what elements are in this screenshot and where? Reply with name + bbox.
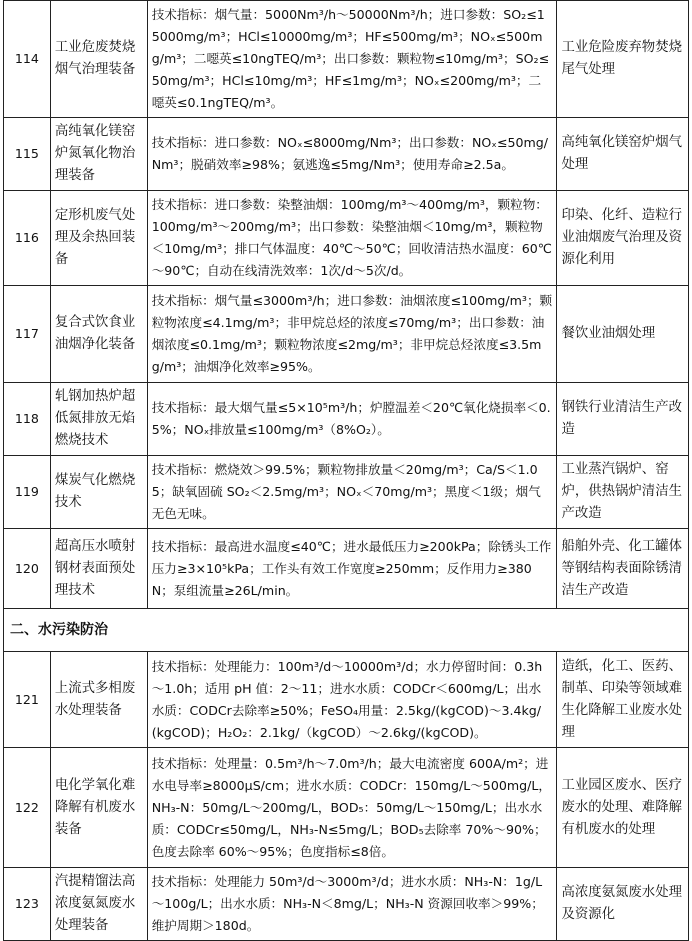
technical-spec: 技术指标：处理能力 50m³/d～3000m³/d；进水水质：NH₃-N：1g/L～100g/L；出水水质：NH₃-N＜8mg/L；NH₃-N 资源回收率＞99%；维护周期＞180d。	[147, 868, 557, 941]
equipment-table	[3, 0, 689, 941]
table-row	[4, 118, 689, 191]
equipment-name: 高纯氧化镁窑炉氮氧化物治理装备	[50, 118, 147, 191]
application-scope: 造纸，化工、医药、制革、印染等领域难生化降解工业废水处理	[557, 652, 689, 748]
technical-spec: 技术指标：处理量：0.5m³/h～7.0m³/h；最大电流密度 600A/m²；进水电导率≥8000μS/cm；进水水质：CODCr：150mg/L～500mg/L，NH₃-N：50mg/L～200mg/L，BOD₅：50mg/L～150mg/L；出水水质：CODCr≤50mg/L，NH₃-N≤5mg/L；BOD₅去除率 70%～90%；色度去除率 60%～95%；色度指标≤8倍。	[147, 748, 557, 868]
equipment-name: 复合式饮食业油烟净化装备	[50, 286, 147, 383]
technical-spec: 技术指标：进口参数：NOₓ≤8000mg/Nm³；出口参数：NOₓ≤50mg/Nm³；脱硝效率≥98%；氨逃逸≤5mg/Nm³；使用寿命≥2.5a。	[147, 118, 557, 191]
technical-spec: 技术指标：最高进水温度≤40℃；进水最低压力≥200kPa；除锈头工作压力≥3×10⁵kPa；工作头有效工作宽度≥250mm；反作用力≥380N；泵组流量≥26L/min。	[147, 529, 557, 609]
section-title: 二、水污染防治	[4, 609, 689, 652]
application-scope: 高浓度氨氮废水处理及资源化	[557, 868, 689, 941]
row-number: 114	[4, 1, 51, 118]
equipment-name: 电化学氧化难降解有机废水装备	[50, 748, 147, 868]
table-row	[4, 529, 689, 609]
row-number: 116	[4, 191, 51, 286]
application-scope: 印染、化纤、造粒行业油烟废气治理及资源化利用	[557, 191, 689, 286]
technical-spec: 技术指标：最大烟气量≤5×10⁵m³/h；炉膛温差＜20℃氧化烧损率＜0.5%；NOₓ排放量≤100mg/m³（8%O₂）。	[147, 383, 557, 456]
row-number: 118	[4, 383, 51, 456]
table-row	[4, 191, 689, 286]
equipment-name: 定形机废气处理及余热回装备	[50, 191, 147, 286]
row-number: 115	[4, 118, 51, 191]
technical-spec: 技术指标：燃烧效＞99.5%；颗粒物排放量＜20mg/m³；Ca/S＜1.05；缺氧固硫 SO₂＜2.5mg/m³；NOₓ＜70mg/m³；黑度＜1级；烟气无色无味。	[147, 456, 557, 529]
row-number: 121	[4, 652, 51, 748]
table-row	[4, 652, 689, 748]
table-row	[4, 748, 689, 868]
equipment-name: 上流式多相废水处理装备	[50, 652, 147, 748]
equipment-name: 超高压水喷射钢材表面预处理技术	[50, 529, 147, 609]
row-number: 122	[4, 748, 51, 868]
equipment-name: 煤炭气化燃烧技术	[50, 456, 147, 529]
section-header-row	[4, 609, 689, 652]
table-row	[4, 456, 689, 529]
application-scope: 工业蒸汽锅炉、窑炉，供热锅炉清洁生产改造	[557, 456, 689, 529]
table-row	[4, 1, 689, 118]
application-scope: 工业园区废水、医疗废水的处理、难降解有机废水的处理	[557, 748, 689, 868]
table-row	[4, 868, 689, 941]
table-row	[4, 383, 689, 456]
technical-spec: 技术指标：处理能力：100m³/d～10000m³/d；水力停留时间：0.3h～1.0h；适用 pH 值：2～11；进水水质：CODCr＜600mg/L；出水水质：CODCr去除率≥50%；FeSO₄用量：2.5kg/(kgCOD)～3.4kg/(kgCOD)；H₂O₂：2.1kg/（kgCOD）～2.6kg/(kgCOD)。	[147, 652, 557, 748]
row-number: 119	[4, 456, 51, 529]
equipment-name: 轧钢加热炉超低氮排放无焰燃烧技术	[50, 383, 147, 456]
application-scope: 餐饮业油烟处理	[557, 286, 689, 383]
technical-spec: 技术指标：烟气量：5000Nm³/h～50000Nm³/h；进口参数：SO₂≤15000mg/m³；HCl≤10000mg/m³；HF≤500mg/m³；NOₓ≤500mg/m³；二噁英≤10ngTEQ/m³；出口参数：颗粒物≤10mg/m³；SO₂≤50mg/m³；HCl≤10mg/m³；HF≤1mg/m³；NOₓ≤200mg/m³；二噁英≤0.1ngTEQ/m³。	[147, 1, 557, 118]
application-scope: 钢铁行业清洁生产改造	[557, 383, 689, 456]
application-scope: 工业危险废弃物焚烧尾气处理	[557, 1, 689, 118]
row-number: 120	[4, 529, 51, 609]
technical-spec: 技术指标：进口参数：染整油烟：100mg/m³～400mg/m³，颗粒物：100mg/m³～200mg/m³；出口参数：染整油烟＜10mg/m³，颗粒物＜10mg/m³；排口气体温度：40℃～50℃；回收清洁热水温度：60℃～90℃；自动在线清洗效率：1次/d～5次/d。	[147, 191, 557, 286]
table-row	[4, 286, 689, 383]
equipment-name: 汽提精馏法高浓度氨氮废水处理装备	[50, 868, 147, 941]
row-number: 123	[4, 868, 51, 941]
equipment-name: 工业危废焚烧烟气治理装备	[50, 1, 147, 118]
application-scope: 船舶外壳、化工罐体等钢结构表面除锈清洁生产改造	[557, 529, 689, 609]
technical-spec: 技术指标：烟气量≤3000m³/h；进口参数：油烟浓度≤100mg/m³；颗粒物浓度≤4.1mg/m³；非甲烷总烃的浓度≤70mg/m³；出口参数：油烟浓度≤0.1mg/m³；颗粒物浓度≤2mg/m³；非甲烷总烃浓度≤3.5mg/m³；油烟净化效率≥95%。	[147, 286, 557, 383]
application-scope: 高纯氧化镁窑炉烟气处理	[557, 118, 689, 191]
row-number: 117	[4, 286, 51, 383]
